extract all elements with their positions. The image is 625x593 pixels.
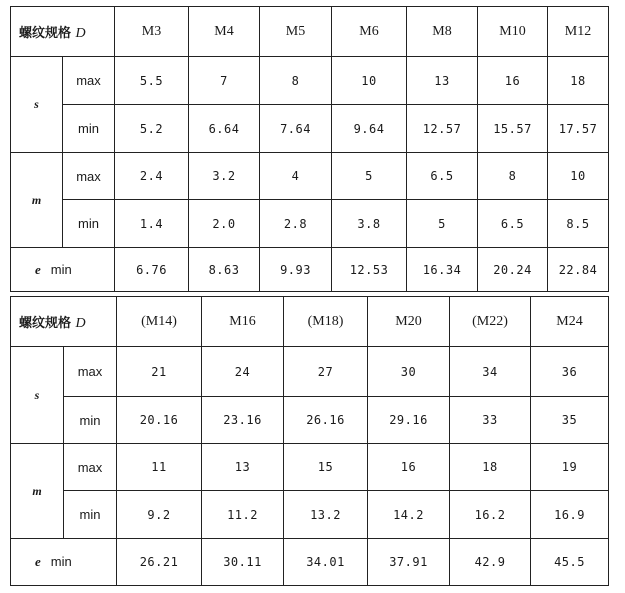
cell: 20.24 [478, 248, 548, 292]
cell: 1.4 [115, 200, 189, 248]
cell: 8.5 [548, 200, 609, 248]
cell: 14.2 [368, 491, 450, 539]
param-s-label: s [11, 347, 64, 444]
cell: 26.16 [284, 397, 368, 444]
nut-dimensions-table-bottom [10, 296, 609, 586]
cell: 22.84 [548, 248, 609, 292]
thread-spec-label: 螺纹规格 D [11, 7, 115, 57]
cell: 18 [450, 444, 531, 491]
cell: 5 [332, 153, 407, 200]
cell: 7.64 [260, 105, 332, 153]
cell: 16 [368, 444, 450, 491]
table-row [11, 153, 609, 200]
table-row [11, 539, 609, 586]
param-s-label: s [11, 57, 63, 153]
cell: 20.16 [117, 397, 202, 444]
cell: 11 [117, 444, 202, 491]
header-row [11, 7, 609, 57]
min-label: min [64, 491, 117, 539]
cell: 2.0 [189, 200, 260, 248]
cell: 8 [478, 153, 548, 200]
cell: 13 [202, 444, 284, 491]
cell: 10 [548, 153, 609, 200]
cell: 3.8 [332, 200, 407, 248]
cell: 4 [260, 153, 332, 200]
cell: 13.2 [284, 491, 368, 539]
cell: 29.16 [368, 397, 450, 444]
cell: 9.64 [332, 105, 407, 153]
col-header: M5 [260, 7, 332, 57]
cell: 34 [450, 347, 531, 397]
cell: 16 [478, 57, 548, 105]
table-row [11, 105, 609, 153]
cell: 23.16 [202, 397, 284, 444]
table-row [11, 57, 609, 105]
table-row [11, 248, 609, 292]
table-row [11, 347, 609, 397]
cell: 19 [531, 444, 609, 491]
col-header: (M14) [117, 297, 202, 347]
col-header: M6 [332, 7, 407, 57]
param-e-min-label: e min [11, 248, 115, 292]
cell: 36 [531, 347, 609, 397]
cell: 27 [284, 347, 368, 397]
cell: 17.57 [548, 105, 609, 153]
max-label: max [64, 347, 117, 397]
cell: 9.93 [260, 248, 332, 292]
cell: 10 [332, 57, 407, 105]
cell: 12.57 [407, 105, 478, 153]
max-label: max [63, 57, 115, 105]
cell: 5 [407, 200, 478, 248]
cell: 5.5 [115, 57, 189, 105]
cell: 13 [407, 57, 478, 105]
cell: 15 [284, 444, 368, 491]
cell: 5.2 [115, 105, 189, 153]
cell: 45.5 [531, 539, 609, 586]
max-label: max [63, 153, 115, 200]
table-row [11, 444, 609, 491]
min-label: min [64, 397, 117, 444]
cell: 8.63 [189, 248, 260, 292]
table-row [11, 200, 609, 248]
col-header: M8 [407, 7, 478, 57]
cell: 7 [189, 57, 260, 105]
cell: 2.8 [260, 200, 332, 248]
cell: 21 [117, 347, 202, 397]
col-header: M16 [202, 297, 284, 347]
cell: 9.2 [117, 491, 202, 539]
col-header: M3 [115, 7, 189, 57]
cell: 6.64 [189, 105, 260, 153]
col-header: M10 [478, 7, 548, 57]
cell: 15.57 [478, 105, 548, 153]
cell: 30 [368, 347, 450, 397]
cell: 12.53 [332, 248, 407, 292]
cell: 37.91 [368, 539, 450, 586]
cell: 3.2 [189, 153, 260, 200]
cell: 16.9 [531, 491, 609, 539]
col-header: M12 [548, 7, 609, 57]
header-row [11, 297, 609, 347]
param-e-min-label: e min [11, 539, 117, 586]
cell: 34.01 [284, 539, 368, 586]
table-row [11, 397, 609, 444]
param-m-label: m [11, 153, 63, 248]
thread-spec-label: 螺纹规格 D [11, 297, 117, 347]
cell: 42.9 [450, 539, 531, 586]
cell: 24 [202, 347, 284, 397]
table-row [11, 491, 609, 539]
min-label: min [63, 200, 115, 248]
col-header: M4 [189, 7, 260, 57]
cell: 16.2 [450, 491, 531, 539]
cell: 11.2 [202, 491, 284, 539]
cell: 6.5 [478, 200, 548, 248]
param-m-label: m [11, 444, 64, 539]
cell: 30.11 [202, 539, 284, 586]
col-header: M20 [368, 297, 450, 347]
cell: 16.34 [407, 248, 478, 292]
cell: 2.4 [115, 153, 189, 200]
cell: 6.76 [115, 248, 189, 292]
col-header: (M18) [284, 297, 368, 347]
col-header: (M22) [450, 297, 531, 347]
cell: 6.5 [407, 153, 478, 200]
nut-dimensions-table-top [10, 6, 609, 292]
cell: 26.21 [117, 539, 202, 586]
max-label: max [64, 444, 117, 491]
min-label: min [63, 105, 115, 153]
cell: 18 [548, 57, 609, 105]
cell: 8 [260, 57, 332, 105]
cell: 33 [450, 397, 531, 444]
col-header: M24 [531, 297, 609, 347]
cell: 35 [531, 397, 609, 444]
